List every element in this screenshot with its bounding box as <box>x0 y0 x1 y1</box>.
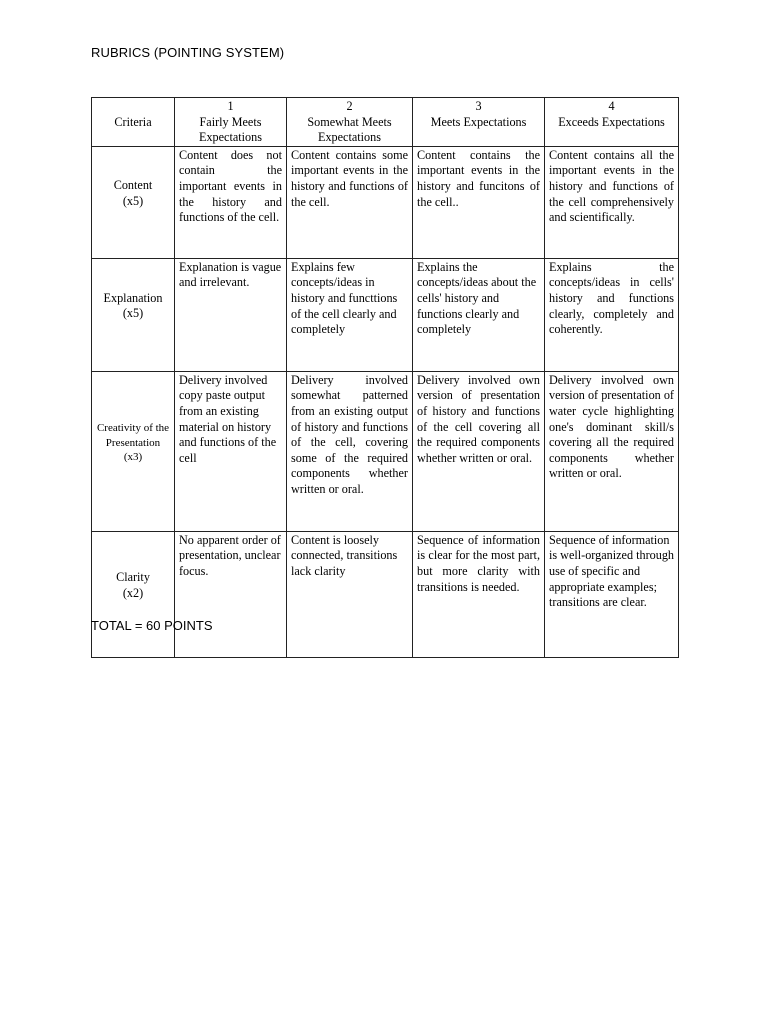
rubric-cell: Delivery involved copy paste output from an existing material on history and functions of the cell <box>175 371 287 531</box>
rubric-cell: Content contains all the important events in the history and functions of the cell comprehensively and scientifically. <box>545 146 679 258</box>
level-number: 1 <box>227 99 234 113</box>
level-name: Exceeds Expectations <box>558 114 665 129</box>
level-number: 2 <box>346 99 353 113</box>
criteria-header: Criteria <box>92 98 175 147</box>
table-row-clarity <box>92 531 679 657</box>
rubric-cell: Content contains the important events in the history and funcitons of the cell.. <box>413 146 545 258</box>
page-title: RUBRICS (POINTING SYSTEM) <box>91 45 285 60</box>
table-row-content <box>92 146 679 258</box>
level-header-4 <box>545 98 679 147</box>
criterion-cell <box>92 258 175 371</box>
criterion-weight: (x5) <box>122 193 144 208</box>
level-number: 4 <box>608 99 615 113</box>
level-header-3 <box>413 98 545 147</box>
rubric-cell: Delivery involved own version of presentation of water cycle highlighting one's dominant skill/s covering all the required components whether written or oral. <box>545 371 679 531</box>
criterion-weight: (x2) <box>122 585 144 600</box>
level-name: Somewhat Meets Expectations <box>307 114 392 145</box>
criterion-cell <box>92 371 175 531</box>
total-points: TOTAL = 60 POINTS <box>91 618 213 633</box>
rubric-cell: Content does not contain the important events in the history and functions of the cell. <box>175 146 287 258</box>
rubric-cell: Sequence of information is clear for the most part, but more clarity with transitions is needed. <box>413 531 545 657</box>
level-name: Meets Expectations <box>430 114 527 129</box>
criterion-cell <box>92 531 175 657</box>
rubric-table <box>91 97 679 658</box>
criterion-name: Creativity of the Presentation <box>96 422 170 449</box>
rubric-cell: No apparent order of presentation, unclear focus. <box>175 531 287 657</box>
level-header-1 <box>175 98 287 147</box>
rubric-cell: Explains the concepts/ideas about the cells' history and functions clearly and completely <box>413 258 545 371</box>
criterion-weight: (x3) <box>123 451 143 464</box>
criterion-weight: (x5) <box>122 306 144 321</box>
rubric-cell: Delivery involved somewhat patterned from an existing output of history and functions of the cell, covering some of the required components whether written or oral. <box>287 371 413 531</box>
header-row <box>92 98 679 147</box>
table-row-explanation <box>92 258 679 371</box>
rubric-cell: Content contains some important events in the history and functions of the cell. <box>287 146 413 258</box>
level-number: 3 <box>475 99 482 113</box>
criterion-name: Clarity <box>116 570 150 585</box>
rubric-cell: Explanation is vague and irrelevant. <box>175 258 287 371</box>
rubric-cell: Content is loosely connected, transitions lack clarity <box>287 531 413 657</box>
rubric-cell: Explains the concepts/ideas in cells' history and functions clearly, completely and coherently. <box>545 258 679 371</box>
criterion-cell <box>92 146 175 258</box>
level-header-2 <box>287 98 413 147</box>
rubric-cell: Delivery involved own version of presentation of history and functions of the cell covering all the required components whether written or oral. <box>413 371 545 531</box>
rubric-cell: Explains few concepts/ideas in history and functtions of the cell clearly and completely <box>287 258 413 371</box>
criterion-name: Explanation <box>103 290 163 305</box>
level-name: Fairly Meets Expectations <box>199 114 262 145</box>
criterion-name: Content <box>113 178 153 193</box>
rubric-cell: Sequence of information is well-organized through use of specific and appropriate examples; transitions are clear. <box>545 531 679 657</box>
table-row-creativity <box>92 371 679 531</box>
